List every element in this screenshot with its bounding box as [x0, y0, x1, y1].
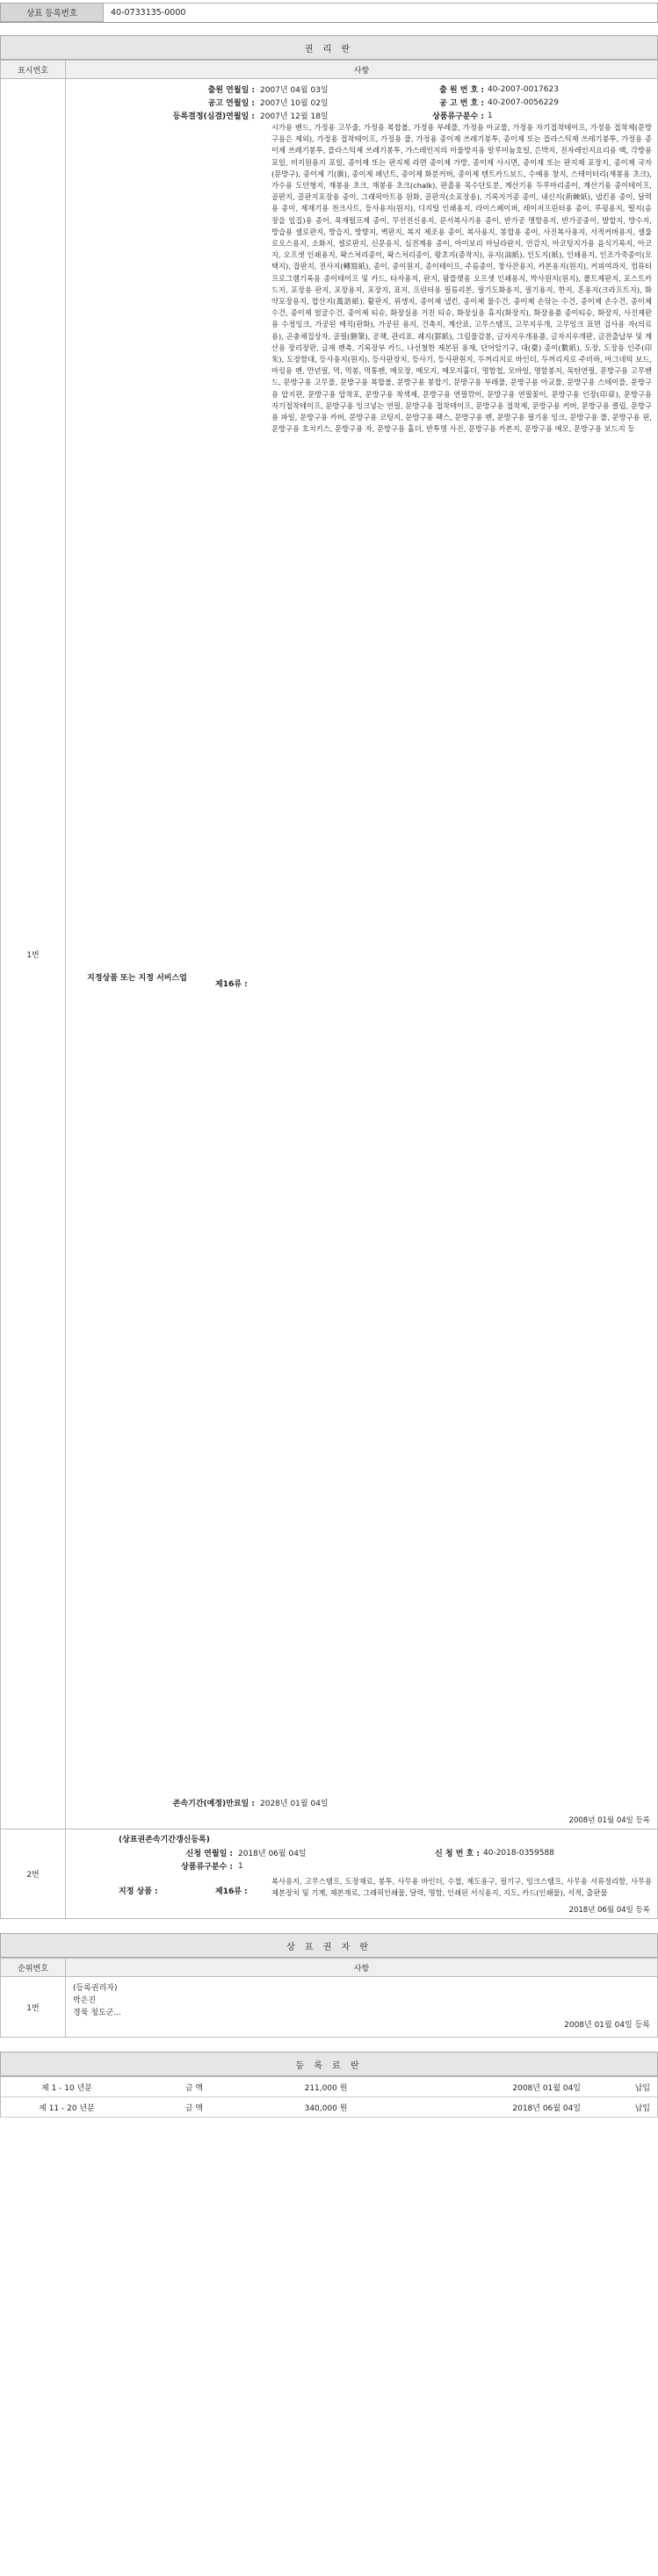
- renewal-designated-label: 지정 상품 :: [119, 1887, 158, 1896]
- fee-period: 제 11 - 20 년분: [39, 2103, 95, 2113]
- rights-table: [0, 60, 658, 1919]
- owner-col-content: 사항: [66, 1959, 658, 1977]
- owner-row1-content: [66, 1977, 658, 2038]
- fee-amount-label: 금 액: [184, 2103, 204, 2113]
- fee-row: [1, 2097, 657, 2118]
- app-date-label: 출원 연월일 :: [207, 86, 255, 95]
- fees-section-title: 등 록 료 란: [0, 2052, 658, 2076]
- row1-registration-date: 2008년 01월 04일 등록: [568, 1816, 650, 1825]
- owner-label: (등록권리자): [73, 1984, 118, 1994]
- app-no: 40-2007-0017623: [488, 84, 559, 94]
- owner-address: 경북 청도군...: [73, 2009, 121, 2018]
- app-date: 2007년 04월 03일: [260, 86, 329, 95]
- owner-table: [0, 1958, 658, 2038]
- fee-date: 2018년 06월 04일: [512, 2103, 581, 2113]
- owner-row1-index: 1번: [1, 1977, 66, 2038]
- renewal-classes-label: 상품류구분수 :: [181, 1863, 233, 1872]
- fee-status: 납입: [634, 2103, 650, 2113]
- renewal-classes-line: [66, 1859, 657, 1872]
- designated-goods-text: 시가용 밴드, 가정용 고무줄, 가정용 복합볼, 가정용 부레풀, 가정용 아교풀, 가정용 자기접착테이프, 가정용 접착제(문방구용은 제외), 가정용 접착테이프, 가정용 풀, 가정용 종이제 쓰레기봉투, 종이제 또는 플라스틱제 쓰레기봉투, 가정용 종이제 쓰레기봉투, 플라스틱제 쓰레기봉투, 가스레인지의 이물방지용 알루미늄호일, 은박지, 전자레인지요리용 백, 각방용 포일, 비지원용지 포일, 종이제 또는 판지제 라면 종이제 가방, 종이제 사시면, 종이제 또는 판지제 포장지, 종이제 국자(문방구), 종이제 기(旗), 종이제 패넌트, 종이제 화분커버, 종이제 텐트카드보드, 수예용 창지, 스테이터리(재봉용 초크), 가수용 도안형지, 재봉용 초크, 재봉용 초크(chalk), 판촐용 목수단토분, 계산기용 두루마리종이, 계산기용 종이테이프, 골판지, 골판지포장용 종이, 그래픽아트용 원화, 골판지(소포장용), 기록지거종 종이, 내신지(荊棘紙), 냅킨용 종이, 달력용 종이, 제재기용 천크사트, 등사용지(원지), 디지털 인쇄용지, 라이스페이퍼, 레이저프린터용 종이, 루핑용지, 떨지(송장을 잎집)용 종이, 목재펄프제 종이, 무선전신용지, 문서복사기용 종이, 반가공 명함용지, 반가공종이, 발할지, 방수지, 방습용 셀로판지, 방습지, 방향지, 벽판지, 복지 제조용 종이, 복사용지, 봉합용 종이, 사진복사용지, 서적커버용지, 셀룰로오스용지, 소화지, 셀로판지, 신문용지, 심전계용 종이, 아이보리 마닐라판지, 안감지, 아코팅지가용 음식기록지, 아코지, 오프셋 인쇄용지, 왁스처리종이, 왁스처리종이, 왕초지(증착지), 유지(油紙), 인도지(紙), 인쇄용지, 인조가죽종이(모택지), 잡판지, 전사지(轉寫紙), 종이, 종이원지, 종이테이프, 주름종이, 창사잔용지, 카본용지(원지), 커피여과지, 컴퓨터프로그램기록용 종이테이프 및 카드, 타자용지, 판지, 팜플렛용 오프셋 인쇄용지, 박사원지(원지), 폴트제판지, 포스트카드지, 포장용 판지, 포장용지, 포장지, 표지, 프린터용 필름리본, 필기도화용지, 필기용지, 한지, 혼용지(크라프트지), 화약포장용지, 합산지(萬語紙), 활판지, 위생지, 종이제 냅킨, 종이제 물수건, 종이제 손닦는 수건, 종이제 손수건, 종이제 수건, 종이제 얼굴수건, 종이제 티슈, 화장실용 거친 티슈, 화장실용 휴지(화장지), 화장용품 종이티슈, 화장지, 사진제판용 수정잉크, 가공된 매직(판화), 가공된 용지, 건축지, 계산표, 고무스탬프, 고무지우개, 고무잉크 표면 검사용 자(의료용), 곤충채집상자, 골필(磐筆), 공책, 관리표, 괘지(罫紙), 그림물감봉, 글자지우개용품, 글자지우개판, 금전출납부 및 계산용 장리장판, 금재 펜촉, 기록장부 카드, 나선철한 제본된 용재, 단어암기구, 대(臺) 종이(數紙), 도장, 도장용 인주(印朱), 도장함대, 등사용지(원지), 등사판장치, 등사기, 등사판원지, 두꺼리지로 바인더, 두꺼리지로 주비하, 마그네틱 보드, 마킹용 펜, 만년필, 먹, 먹봉, 먹통펜, 메모장, 메모지, 메모지홀더, 명함첩, 모바일, 명함봉지, 목탄연필, 문방구용 고무밴드, 문방구용 고무풀, 문방구용 복합볼, 문방구용 봉합기, 문방구용 부레풀, 문방구용 아교풀, 문방구용 스테이플, 문방구용 압지편, 문방구용 압착포, 문방구용 착색제, 문방구용 연필깎이, 문방구용 연필꽂이, 문방구용 인장(印章), 문방구용 자기접착테이프, 문방구용 잉크넣는 연필, 문방구용 접착테이프, 문방구용 접착제, 문방구용 커버, 문방구용 클립, 문방구용 파일, 문방구용 카버, 문방구용 코팅지, 문방구용 팩스, 문방구용 펜, 문방구용 필기용 잉크, 문방구용 풀, 문방구용 핀, 문방구용 호치키스, 문방구용 자, 문방구용 홀더, 반투명 사진, 문방구용 카본지, 문방구용 메모, 문방구용 보드지 등: [271, 123, 652, 434]
- trademark-registry-document: [0, 3, 658, 2576]
- owner-name: 박은진: [73, 1996, 97, 2006]
- fee-period: 제 1 - 10 년분: [41, 2083, 92, 2093]
- renewal-date: 2018년 06월 04일: [238, 1850, 307, 1858]
- renewal-heading: (상표권존속기간갱신등록): [119, 1836, 210, 1844]
- application-line: [66, 83, 657, 96]
- decision-line: [66, 109, 657, 122]
- fee-amount: 211,000 원: [304, 2083, 348, 2093]
- publication-line: [66, 96, 657, 109]
- class-16-label: 제16류 :: [215, 980, 248, 989]
- designated-goods-block: [66, 122, 657, 1791]
- decision-label: 등록결정(심결)연월일 :: [172, 112, 255, 121]
- pub-date: 2007년 10월 02일: [260, 99, 329, 108]
- fee-amount-label: 금 액: [184, 2083, 204, 2093]
- fee-date: 2008년 01월 04일: [512, 2083, 581, 2093]
- renewal-no-label: 신 청 번 호 :: [435, 1850, 480, 1858]
- rights-col-index: 표시번호: [1, 61, 66, 79]
- renewal-class-label: 제16류 :: [215, 1887, 248, 1896]
- row2-registration-date: 2018년 06월 04일 등록: [568, 1906, 650, 1916]
- rights-row2-content: [66, 1829, 658, 1919]
- renewal-goods-text: 복사용지, 고무스탬프, 도장재료, 봉투, 사무용 바인더, 수첩, 제도용구, 필기구, 잉크스탬프, 사무용 서류정리함, 사무용 제본장치 및 기계, 제본재료, 그래픽인쇄물, 달력, 명함, 인쇄된 서식용지, 지도, 카드(인쇄물), 서적, 출판물: [271, 1877, 652, 1898]
- owner-col-index: 순위번호: [1, 1959, 66, 1977]
- app-no-label: 출 원 번 호 :: [439, 86, 484, 95]
- classes-count: 1: [488, 111, 493, 120]
- rights-row2-index: 2번: [1, 1829, 66, 1919]
- registration-number-bar: [0, 3, 658, 23]
- renewal-goods-labels: [66, 1876, 268, 1899]
- classes-label: 상품류구분수 :: [432, 112, 484, 121]
- rights-row1-index: 1번: [1, 79, 66, 1829]
- registration-number-label: 상표 등록번호: [0, 3, 104, 22]
- pub-date-label: 공고 연월일 :: [207, 99, 255, 108]
- rights-section-title: 권 리 란: [0, 35, 658, 60]
- renewal-goods-block: [66, 1876, 657, 1899]
- fees-table: [0, 2076, 658, 2118]
- pub-no: 40-2007-0056229: [488, 97, 559, 107]
- owner-section-title: 상 표 권 자 란: [0, 1933, 658, 1958]
- renewal-classes: 1: [238, 1861, 243, 1871]
- renewal-application-line: [66, 1846, 657, 1859]
- fee-row: [1, 2077, 657, 2097]
- duration-label: 존속기간(예정)만료일 :: [172, 1800, 255, 1808]
- owner-registration-date: 2008년 01월 04일 등록: [564, 2021, 650, 2031]
- renewal-no: 40-2018-0359588: [483, 1848, 554, 1858]
- rights-row1-content: [66, 79, 658, 1829]
- fee-amount: 340,000 원: [304, 2103, 348, 2113]
- renewal-date-label: 신청 연월일 :: [185, 1850, 233, 1858]
- fee-status: 납입: [634, 2083, 650, 2093]
- registration-number-value: 40-0733135-0000: [104, 3, 658, 22]
- decision-date: 2007년 12월 18일: [260, 112, 329, 121]
- pub-no-label: 공 고 번 호 :: [439, 99, 484, 108]
- designated-goods-label: 지정상품 또는 지정 서비스업: [87, 974, 187, 983]
- designated-goods-labels: [66, 122, 268, 1791]
- duration-date: 2028년 01월 04일: [260, 1800, 329, 1808]
- rights-col-content: 사항: [66, 61, 658, 79]
- duration-line: [66, 1796, 657, 1809]
